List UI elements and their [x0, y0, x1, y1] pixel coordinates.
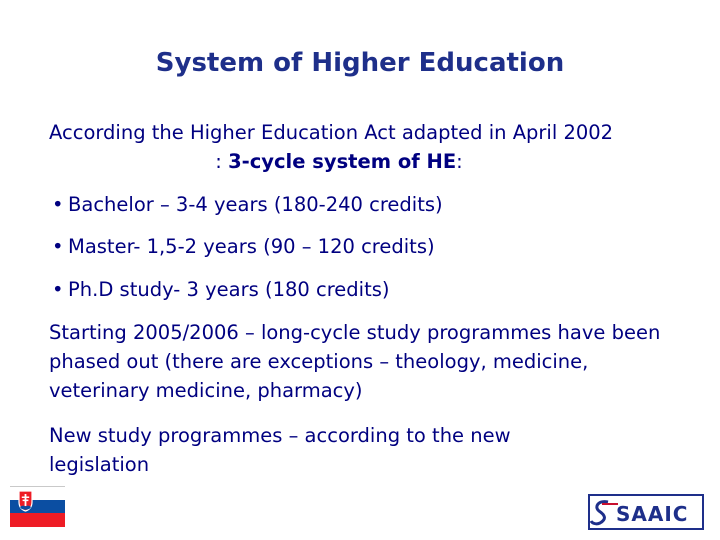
intro-prefix: :	[215, 150, 229, 173]
saaic-logo	[588, 494, 704, 530]
intro-bold-text: 3-cycle system of HE	[228, 150, 457, 173]
bullet-item-phd	[52, 276, 390, 304]
bullet-marker: •	[52, 235, 64, 258]
logo-text: SAAIC	[616, 502, 689, 526]
flag-red-stripe	[10, 513, 65, 527]
intro-paragraph	[49, 118, 689, 176]
slovak-flag-icon	[10, 486, 65, 527]
bullet-item-bachelor	[52, 191, 443, 219]
bullet-marker: •	[52, 193, 64, 216]
new-study-paragraph: New study programmes – according to the new legislation	[49, 424, 511, 476]
saaic-logo-graphic	[588, 494, 704, 530]
bullet-marker: •	[52, 278, 64, 301]
starting-paragraph: Starting 2005/2006 – long-cycle study programmes have been phased out (there are exceptions – theology, medicine, veterinary medicine, pharmacy)	[49, 321, 661, 402]
bullet-item-master	[52, 233, 435, 261]
slide-title: System of Higher Education	[155, 48, 565, 78]
bullet-text: Ph.D study- 3 years (180 credits)	[68, 278, 390, 301]
intro-line2	[49, 147, 689, 176]
intro-line1: According the Higher Education Act adapted in April 2002	[49, 121, 614, 144]
bullet-text: Master- 1,5-2 years (90 – 120 credits)	[68, 235, 435, 258]
bullet-text: Bachelor – 3-4 years (180-240 credits)	[68, 193, 443, 216]
coat-of-arms-icon	[18, 490, 33, 512]
intro-suffix: :	[456, 150, 463, 173]
